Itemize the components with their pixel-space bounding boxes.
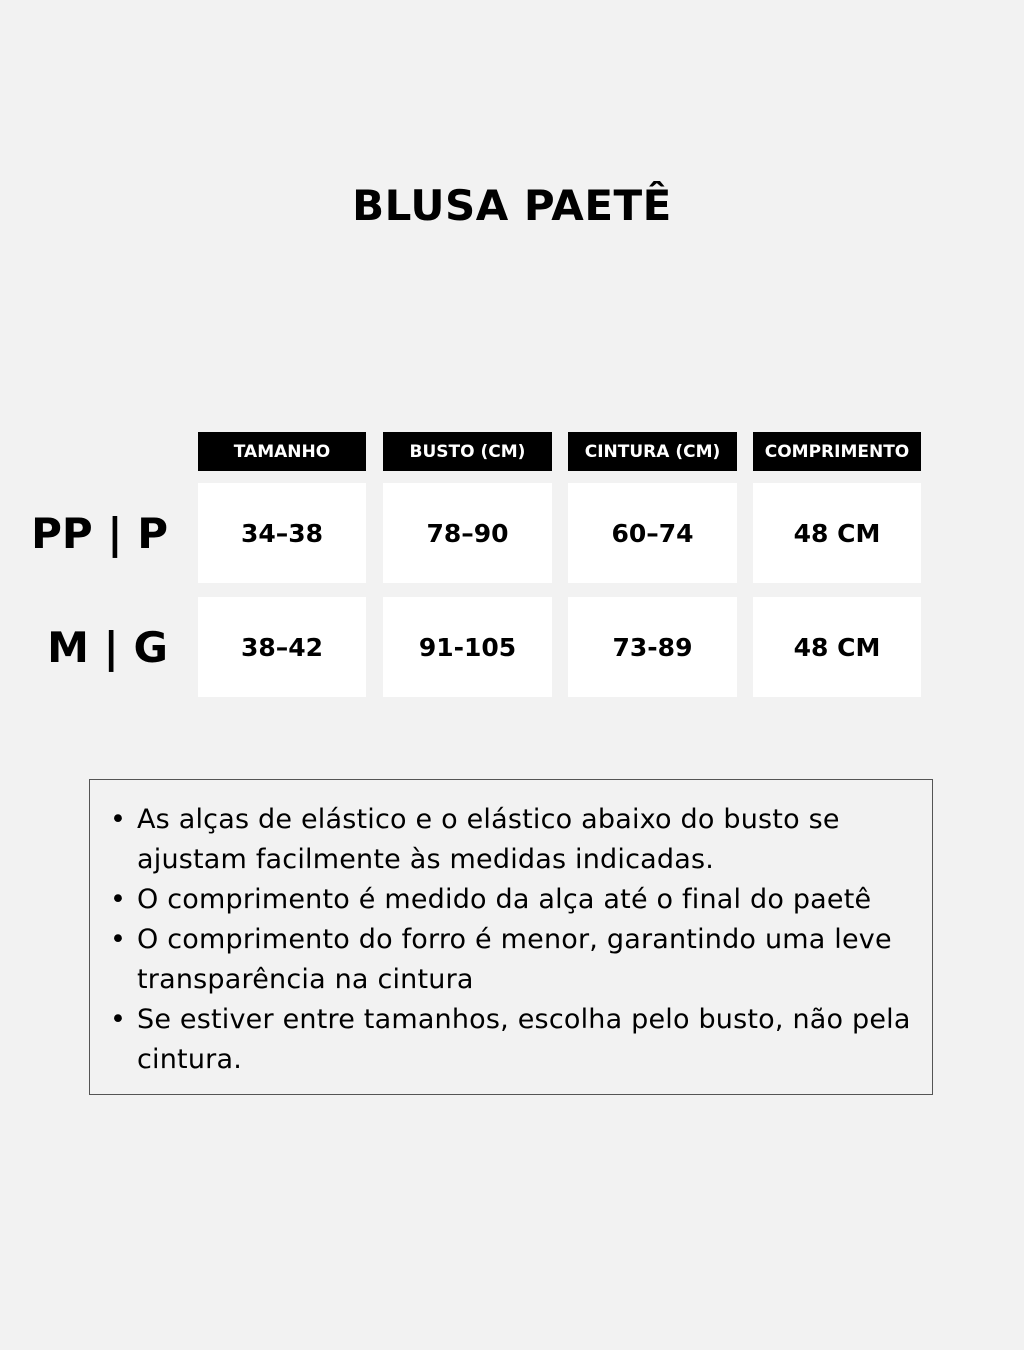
list-item <box>110 920 932 1000</box>
cell-m-g-tamanho: 38–42 <box>198 597 366 697</box>
notes-box <box>89 779 933 1095</box>
cell-m-g-busto: 91-105 <box>383 597 552 697</box>
cell-pp-p-tamanho: 34–38 <box>198 483 366 583</box>
cell-pp-p-cintura: 60–74 <box>568 483 737 583</box>
header-cintura: CINTURA (CM) <box>568 432 737 471</box>
cell-pp-p-busto: 78–90 <box>383 483 552 583</box>
cell-pp-p-comprimento: 48 CM <box>753 483 921 583</box>
bullet-icon: • <box>110 884 127 915</box>
list-item <box>110 800 932 880</box>
header-comprimento: COMPRIMENTO <box>753 432 921 471</box>
note-text: O comprimento é medido da alça até o final do paetê <box>137 884 872 915</box>
list-item <box>110 1000 932 1080</box>
note-text: O comprimento do forro é menor, garantindo uma leve transparência na cintura <box>137 924 892 995</box>
list-item <box>110 880 932 920</box>
page-title: BLUSA PAETÊ <box>352 181 672 230</box>
notes-list <box>90 780 932 1080</box>
header-tamanho: TAMANHO <box>198 432 366 471</box>
bullet-icon: • <box>110 924 127 955</box>
cell-m-g-comprimento: 48 CM <box>753 597 921 697</box>
bullet-icon: • <box>110 1004 127 1035</box>
header-busto: BUSTO (CM) <box>383 432 552 471</box>
bullet-icon: • <box>110 804 127 835</box>
row-label-m-g: M | G <box>47 622 168 672</box>
row-label-pp-p: PP | P <box>31 508 168 558</box>
cell-m-g-cintura: 73-89 <box>568 597 737 697</box>
note-text: As alças de elástico e o elástico abaixo do busto se ajustam facilmente às medidas indicadas. <box>137 804 840 875</box>
note-text: Se estiver entre tamanhos, escolha pelo busto, não pela cintura. <box>137 1004 911 1075</box>
